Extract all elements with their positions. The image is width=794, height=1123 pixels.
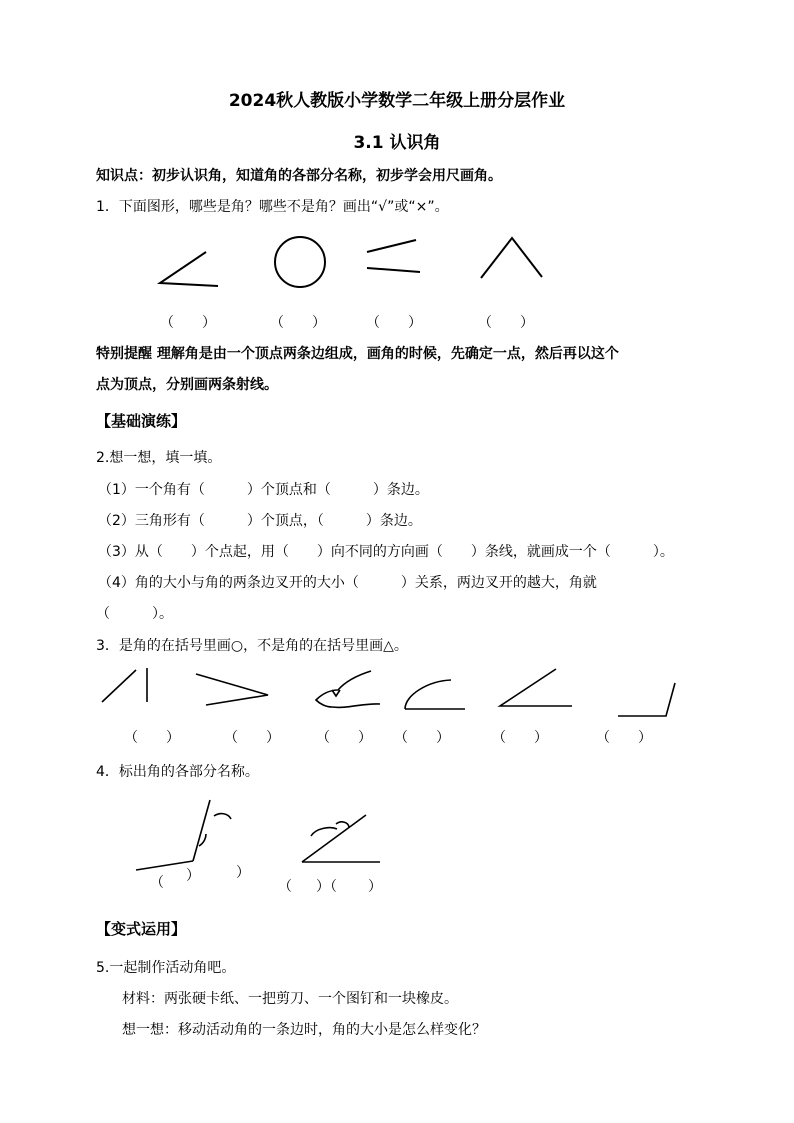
q4-figure-angle-2: [302, 815, 380, 862]
page-title: 2024秋人教版小学数学二年级上册分层作业: [228, 91, 566, 111]
q1-answer-paren-3[interactable]: （ ）: [366, 315, 422, 331]
q4-paren-close-4[interactable]: ）: [368, 879, 382, 895]
q2-item-1: （1）一个角有（ ）个顶点和（ ）条边。: [98, 482, 429, 498]
q1-answer-paren-1[interactable]: （ ）: [160, 315, 216, 331]
q4-figure-angle-1: [136, 800, 231, 870]
q3-answer-paren-2[interactable]: （ ）: [224, 730, 280, 746]
q3-figure-5: [500, 669, 572, 706]
q5-think: 想一想：移动活动角的一条边时，角的大小是怎么样变化？: [122, 1022, 486, 1038]
knowledge-point: 知识点：初步认识角，知道角的各部分名称，初步学会用尺画角。: [96, 168, 502, 184]
q3-figure-3: [316, 671, 380, 707]
q4-paren-close-2[interactable]: ）: [236, 865, 250, 881]
q3-figure-6: [618, 683, 675, 716]
q1-figure-peak: [481, 238, 542, 278]
reminder-line-2: 点为顶点，分别画两条射线。: [96, 377, 278, 393]
q1-answer-paren-2[interactable]: （ ）: [270, 315, 326, 331]
q3-answer-paren-4[interactable]: （ ）: [394, 730, 450, 746]
q1-figure-circle: [275, 237, 325, 287]
q4-paren-open-3[interactable]: （: [278, 879, 292, 895]
q2-prompt: 2.想一想，填一填。: [96, 450, 222, 466]
q3-figure-1: [102, 668, 147, 702]
q4-paren-left[interactable]: （: [150, 875, 164, 891]
q3-answer-paren-1[interactable]: （ ）: [124, 730, 180, 746]
q4-paren-close-1[interactable]: ）: [186, 868, 200, 884]
q5-prompt: 5.一起制作活动角吧。: [96, 960, 236, 976]
q1-figure-angle: [160, 252, 218, 286]
q2-item-2: （2）三角形有（ ）个顶点，（ ）条边。: [98, 513, 422, 529]
q3-figure-2: [196, 674, 268, 705]
q3-figure-4: [405, 680, 465, 709]
q2-item-4-cont: （ ）。: [96, 606, 173, 622]
q3-answer-paren-5[interactable]: （ ）: [492, 730, 548, 746]
q4-prompt: 4．标出角的各部分名称。: [96, 764, 259, 780]
section-basic-heading: 【基础演练】: [96, 412, 187, 430]
page-subtitle: 3.1 认识角: [353, 133, 441, 153]
q3-prompt: 3．是角的在括号里画○，不是角的在括号里画△。: [96, 638, 408, 654]
q1-prompt: 1．下面图形，哪些是角？哪些不是角？画出“√”或“×”。: [96, 199, 449, 215]
q3-answer-paren-3[interactable]: （ ）: [316, 730, 372, 746]
q4-paren-pair[interactable]: ）（: [316, 879, 337, 895]
section-variant-heading: 【变式运用】: [96, 920, 187, 938]
q1-answer-paren-4[interactable]: （ ）: [478, 315, 534, 331]
q1-figure-two-lines: [367, 240, 420, 272]
q2-item-3: （3）从（ ）个点起，用（ ）向不同的方向画（ ）条线，就画成一个（ ）。: [98, 544, 674, 560]
q3-answer-paren-6[interactable]: （ ）: [596, 730, 652, 746]
q5-materials: 材料：两张硬卡纸、一把剪刀、一个图钉和一块橡皮。: [122, 991, 458, 1007]
reminder-line-1: 特别提醒 理解角是由一个顶点两条边组成，画角的时候，先确定一点，然后再以这个: [96, 346, 619, 362]
q2-item-4: （4）角的大小与角的两条边叉开的大小（ ）关系，两边叉开的越大，角就: [98, 575, 597, 591]
